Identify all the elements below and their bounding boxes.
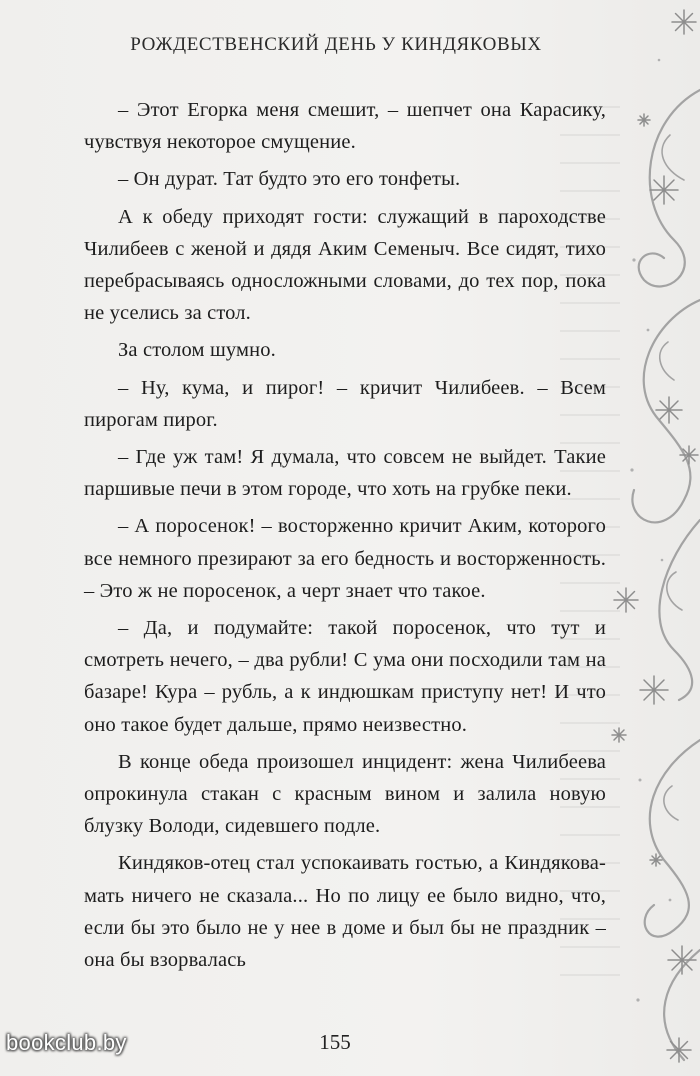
paragraph: За столом шумно. [118, 339, 276, 362]
paragraph: – Да, и подумайте: такой поросенок, что тут и смотреть нечего, – два рубли! С ума они посходили там на базаре! Кура – рубль, а к индюшкам приступу нет! И что оно такое будет дальше, прямо неизвестно. [84, 617, 606, 736]
paragraph: – Ну, кума, и пирог! – кричит Чилибеев. – Всем пирогам пирог. [84, 376, 606, 431]
paragraph: Киндяков-отец стал успокаивать гостью, а Киндякова-мать ничего не сказала... Но по лицу ее было видно, что, если бы это было не у нее в доме и был бы не праздник – она бы взорвалась [84, 852, 606, 972]
paragraph: – Где уж там! Я думала, что совсем не выйдет. Такие паршивые печи в этом городе, что хоть на грубке пеки. [84, 446, 606, 501]
snowflake-swirl-border-icon [604, 0, 700, 1076]
paragraph: – Он дурат. Тат будто это его тонфеты. [118, 168, 461, 191]
paragraph: В конце обеда произошел инцидент: жена Чилибеева опрокинула стакан с красным вином и залила новую блузку Володи, сидевшего подле. [84, 750, 606, 838]
site-watermark: bookclub.by [6, 1030, 127, 1055]
page-number: 155 [319, 1030, 351, 1054]
page-body [84, 94, 606, 981]
paragraph: – Этот Егорка меня смешит, – шепчет она Карасику, чувствуя некоторое смущение. [84, 99, 606, 154]
running-header: РОЖДЕСТВЕНСКИЙ ДЕНЬ У КИНДЯКОВЫХ [130, 34, 542, 55]
paragraph: А к обеду приходят гости: служащий в пароходстве Чилибеев с женой и дядя Аким Семеныч. Все сидят, тихо перебрасываясь односложными словами, до тех пор, пока не уселись за стол. [84, 205, 606, 325]
paragraph: – А поросенок! – восторженно кричит Аким, которого все немного презирают за его бедность и восторженность. – Это ж не поросенок, а черт знает что такое. [84, 515, 606, 602]
